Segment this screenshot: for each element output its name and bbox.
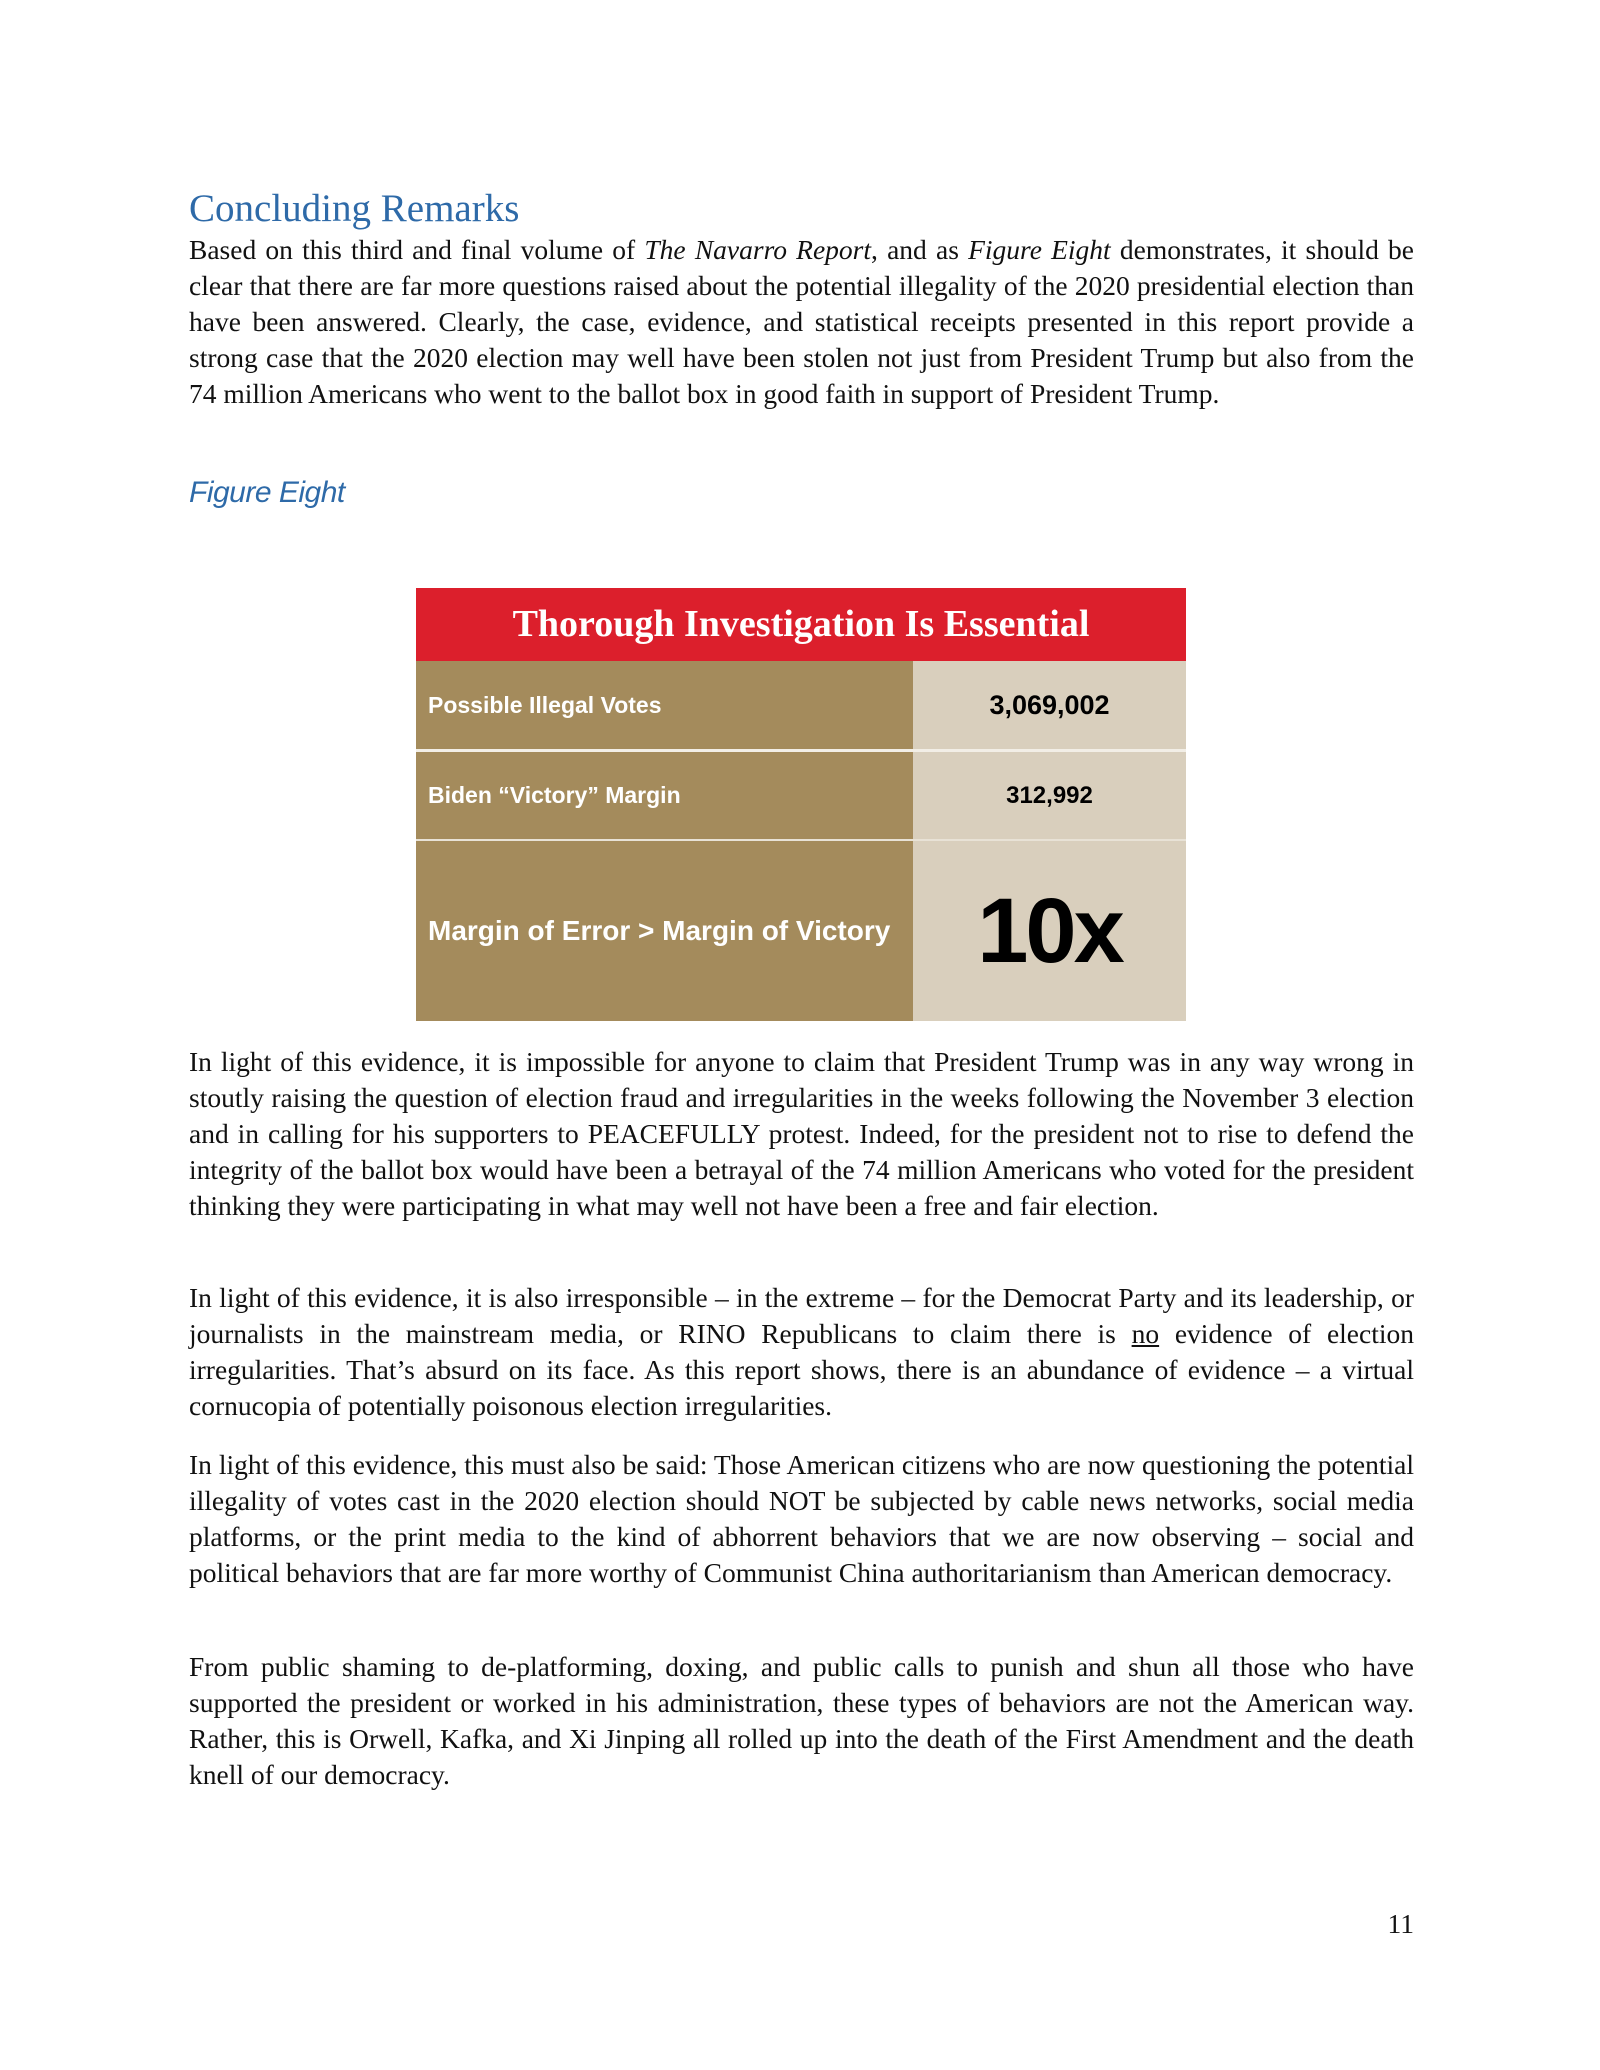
underlined-no: no — [1131, 1318, 1160, 1349]
figure-title: Thorough Investigation Is Essential — [416, 588, 1186, 661]
section-heading: Concluding Remarks — [189, 187, 520, 230]
paragraph-3 — [189, 1280, 1414, 1424]
intro-text-3: demonstrates, it should be clear that there are far more questions raised about the potential illegality of the 2020 presidential election than have been answered. Clearly, the case, evidence, and statistical receipts presented in this report provide a strong case that the 2020 election may well have been stolen not just from President Trump but also from the 74 million Americans who went to the ballot box in good faith in support of President Trump. — [189, 234, 1414, 409]
paragraph-4: In light of this evidence, this must also be said: Those American citizens who are now questioning the potential illegality of votes cast in the 2020 election should NOT be subjected by cable news networks, social media platforms, or the print media to the kind of abhorrent behaviors that we are now observing – social and political behaviors that are far more worthy of Communist China authoritarianism than American democracy. — [189, 1449, 1414, 1588]
row-label: Margin of Error > Margin of Victory — [416, 841, 913, 1021]
p3-text-a: In light of this evidence, it is also irresponsible – in the extreme – for the Democrat Party and its leadership, or journalists in the mainstream media, or RINO Republicans to claim there is — [189, 1282, 1414, 1349]
report-title: The Navarro Report — [644, 234, 872, 265]
intro-text-1: Based on this third and final volume of — [189, 234, 645, 265]
table-row — [416, 841, 1186, 1021]
row-label: Possible Illegal Votes — [416, 661, 913, 749]
intro-paragraph — [189, 232, 1414, 412]
figure-table — [416, 588, 1186, 1021]
row-value: 10x — [913, 841, 1186, 1021]
row-value: 312,992 — [913, 752, 1186, 839]
figure-reference: Figure Eight — [968, 234, 1111, 265]
paragraph-2: In light of this evidence, it is impossible for anyone to claim that President Trump was in any way wrong in stoutly raising the question of election fraud and irregularities in the weeks following the November 3 election and in calling for his supporters to PEACEFULLY protest. Indeed, for the president not to rise to defend the integrity of the ballot box would have been a betrayal of the 74 million Americans who voted for the president thinking they were participating in what may well not have been a free and fair election. — [189, 1046, 1414, 1221]
table-row — [416, 752, 1186, 841]
row-value: 3,069,002 — [913, 661, 1186, 749]
table-row — [416, 661, 1186, 752]
p3-text-b: evidence of election irregularities. That’s absurd on its face. As this report shows, there is an abundance of evidence – a virtual cornucopia of potentially poisonous election irregularities. — [189, 1318, 1414, 1421]
paragraph-5: From public shaming to de-platforming, doxing, and public calls to punish and shun all those who have supported the president or worked in his administration, these types of behaviors are not the American way. Rather, this is Orwell, Kafka, and Xi Jinping all rolled up into the death of the First Amendment and the death knell of our democracy. — [189, 1651, 1414, 1790]
figure-label: Figure Eight — [189, 476, 345, 509]
intro-text-2: , and as — [871, 234, 969, 265]
row-label: Biden “Victory” Margin — [416, 752, 913, 839]
page-number: 11 — [1387, 1908, 1414, 1939]
